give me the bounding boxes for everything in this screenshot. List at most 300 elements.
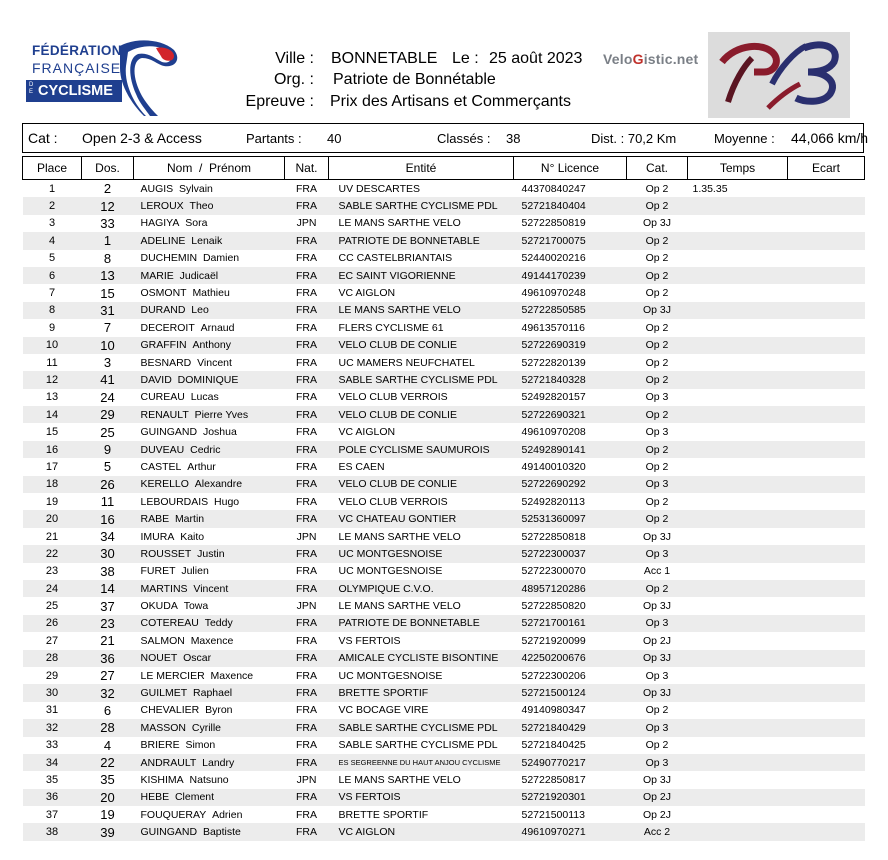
cell-name: [134, 667, 285, 684]
cell-licence: 49140980347: [521, 704, 586, 717]
cell-name: [134, 597, 285, 614]
cell-dos: 4: [103, 737, 112, 753]
cell-name: [134, 684, 285, 701]
cell-place: 18: [23, 476, 82, 493]
cell-name: [134, 197, 285, 214]
cell-entite: UV DESCARTES: [338, 182, 420, 195]
cell-cat: Op 2: [627, 580, 688, 597]
rider-lastname: ANDRAULT: [140, 756, 197, 769]
cell-name: [134, 423, 285, 440]
table-row: [23, 580, 865, 597]
cell-licence: 49610970271: [514, 823, 627, 840]
cell-entite: CC CASTELBRIANTAIS: [338, 252, 453, 265]
info-bar: [22, 123, 869, 153]
cell-licence: 42250200676: [514, 650, 627, 667]
cell-dos: 10: [82, 337, 134, 354]
cell-licence: 49613570116: [521, 321, 585, 334]
cell-entite: VELO CLUB DE CONLIE: [329, 406, 514, 423]
cell-ecart: [788, 580, 865, 597]
rider-lastname: MARIE: [140, 269, 174, 282]
rider-firstname: Martin: [174, 513, 205, 526]
cell-dos: 1: [82, 232, 134, 249]
cell-place: 3: [48, 217, 56, 230]
table-row: [23, 406, 865, 423]
rider-firstname: Hugo: [214, 495, 240, 508]
table-row: [23, 180, 865, 198]
date-label: Le :: [452, 50, 479, 67]
cell-entite: PATRIOTE DE BONNETABLE: [329, 615, 514, 632]
table-row: [23, 702, 865, 719]
table-row: [23, 215, 865, 232]
cell-place: 4: [23, 232, 82, 249]
rider-firstname: Lucas: [190, 391, 219, 404]
cell-cat: Op 2: [645, 287, 669, 300]
cell-ecart: [788, 528, 865, 545]
rider-firstname: Natsuno: [189, 773, 229, 786]
rider-firstname: DOMINIQUE: [177, 373, 239, 386]
col-header-nat: Nat.: [285, 157, 329, 180]
date-value: 25 août 2023: [489, 50, 583, 67]
ffc-band: [26, 80, 122, 102]
cell-entite: LE MANS SARTHE VELO: [338, 530, 461, 543]
rider-firstname: Arnaud: [200, 321, 235, 334]
cell-licence: 52721500113: [521, 808, 585, 821]
cell-entite: VS FERTOIS: [338, 634, 401, 647]
cell-cat: Op 3J: [627, 650, 688, 667]
rider-firstname: Sora: [185, 217, 208, 230]
cell-nat: FRA: [285, 754, 329, 771]
table-row: [23, 615, 865, 632]
cell-nat: JPN: [296, 530, 317, 543]
rider-firstname: Simon: [185, 739, 216, 752]
cell-ecart: [788, 215, 865, 232]
rider-lastname: ADELINE: [140, 234, 186, 247]
table-row: [23, 684, 865, 701]
cell-cat: Op 3: [627, 615, 688, 632]
cell-name: [134, 232, 285, 249]
rider-lastname: HEBE: [140, 791, 170, 804]
cell-temps: [688, 232, 788, 249]
rider-firstname: Alexandre: [194, 478, 243, 491]
cell-licence: 52721700161: [514, 615, 627, 632]
cell-ecart: [788, 823, 865, 840]
ffc-line3: CYCLISME: [38, 83, 113, 99]
cell-licence: 49140010320: [521, 460, 586, 473]
rider-lastname: HAGIYA: [140, 217, 180, 230]
cell-ecart: [788, 354, 865, 371]
cell-dos: 28: [82, 719, 134, 736]
cell-dos: 21: [100, 633, 115, 649]
table-row: [23, 528, 865, 545]
cat-label: Cat :: [28, 130, 58, 146]
ville-value: BONNETABLE: [331, 50, 438, 67]
table-row: [23, 719, 865, 736]
cell-place: 7: [48, 287, 56, 300]
cell-licence: 52721500124: [514, 684, 627, 701]
rider-firstname: Sylvain: [179, 182, 213, 195]
cell-entite: BRETTE SPORTIF: [329, 684, 514, 701]
cell-entite: VC CHATEAU GONTIER: [329, 510, 514, 527]
cell-ecart: [788, 389, 865, 406]
rider-firstname: Pierre Yves: [194, 408, 249, 421]
rider-lastname: DAVID: [140, 373, 172, 386]
rider-lastname: FOUQUERAY: [140, 808, 207, 821]
cell-licence: 52722850818: [521, 530, 586, 543]
cell-cat: Op 2J: [627, 789, 688, 806]
cell-temps: [688, 650, 788, 667]
cell-cat: Op 3: [645, 426, 669, 439]
cell-temps: [688, 632, 788, 649]
cell-place: 21: [45, 530, 59, 543]
cell-nat: FRA: [296, 426, 317, 439]
cell-ecart: [788, 232, 865, 249]
cell-temps: [688, 441, 788, 458]
cell-temps: [688, 354, 788, 371]
cell-name: [134, 441, 285, 458]
cell-ecart: [788, 789, 865, 806]
cell-nat: FRA: [296, 287, 317, 300]
col-header-place: Place: [23, 157, 82, 180]
cat-value: Open 2-3 & Access: [82, 130, 202, 146]
cell-licence: 52490770217: [514, 754, 627, 771]
rider-lastname: LEBOURDAIS: [140, 495, 209, 508]
cell-name: [134, 702, 285, 719]
col-header-entite: Entité: [329, 157, 514, 180]
rider-lastname: CHEVALIER: [140, 704, 200, 717]
cell-licence: 52722690319: [514, 337, 627, 354]
table-row: [23, 441, 865, 458]
cell-licence: 52721920099: [521, 634, 586, 647]
table-row: [23, 493, 865, 510]
cell-temps: [688, 423, 788, 440]
rider-firstname: Byron: [205, 704, 233, 717]
cell-place: 23: [45, 565, 59, 578]
cell-entite: VS FERTOIS: [329, 789, 514, 806]
results-table: [22, 156, 865, 841]
table-row: [23, 267, 865, 284]
table-row: [23, 545, 865, 562]
cell-place: 31: [45, 704, 59, 717]
cell-licence: 52722690292: [514, 476, 627, 493]
cell-dos: 19: [100, 807, 115, 823]
cell-name: [134, 737, 285, 754]
cell-nat: FRA: [296, 356, 317, 369]
rider-firstname: Julien: [181, 565, 209, 578]
rider-lastname: GRAFFIN: [140, 339, 187, 352]
cell-dos: 7: [103, 320, 112, 336]
cell-ecart: [788, 423, 865, 440]
table-row: [23, 650, 865, 667]
cell-name: [134, 180, 285, 198]
cell-temps: [688, 545, 788, 562]
cell-name: [134, 284, 285, 301]
cell-place: 36: [23, 789, 82, 806]
cell-entite: LE MANS SARTHE VELO: [338, 217, 461, 230]
cell-cat: Op 2: [645, 460, 669, 473]
cell-licence: 52722690321: [514, 406, 627, 423]
cell-entite: UC MONTGESNOISE: [338, 565, 443, 578]
cell-entite: UC MAMERS NEUFCHATEL: [338, 356, 475, 369]
ffc-line1: FÉDÉRATION: [32, 43, 122, 58]
cell-dos: 15: [100, 285, 115, 301]
cell-ecart: [788, 650, 865, 667]
cell-cat: Op 2: [627, 267, 688, 284]
cell-licence: 52722300070: [521, 565, 586, 578]
velogistic-brand: VeloGistic.net: [603, 51, 699, 67]
table-row: [23, 197, 865, 214]
cell-place: 37: [45, 808, 59, 821]
cell-place: 26: [23, 615, 82, 632]
cell-ecart: [788, 806, 865, 823]
rider-lastname: GUILMET: [140, 687, 188, 700]
cell-dos: 37: [100, 598, 115, 614]
cell-place: 19: [45, 495, 59, 508]
cell-place: 38: [23, 823, 82, 840]
cell-entite: BRETTE SPORTIF: [338, 808, 429, 821]
cell-dos: 14: [82, 580, 134, 597]
cell-dos: 8: [103, 250, 112, 266]
cell-nat: FRA: [285, 615, 329, 632]
cell-nat: FRA: [285, 580, 329, 597]
table-row: [23, 458, 865, 475]
cell-entite: SABLE SARTHE CYCLISME PDL: [329, 197, 514, 214]
rider-firstname: Joshua: [202, 426, 237, 439]
cell-temps: [688, 371, 788, 388]
cell-cat: Op 2: [627, 441, 688, 458]
cell-dos: 20: [82, 789, 134, 806]
table-row: [23, 789, 865, 806]
rider-lastname: DUVEAU: [140, 443, 185, 456]
ffc-logo: [24, 38, 184, 118]
col-header-nom: Nom / Prénom: [134, 157, 285, 180]
cell-temps: [688, 458, 788, 475]
cell-licence: 52492820113: [521, 495, 585, 508]
cell-nat: FRA: [296, 495, 317, 508]
cell-ecart: [788, 684, 865, 701]
cell-entite: VC AIGLON: [338, 287, 396, 300]
cell-ecart: [788, 597, 865, 614]
cell-dos: 23: [82, 615, 134, 632]
cell-temps: [688, 389, 788, 406]
table-row: [23, 389, 865, 406]
cell-place: 8: [23, 302, 82, 319]
cell-dos: 6: [103, 702, 112, 718]
rider-lastname: MARTINS: [140, 582, 188, 595]
cell-place: 6: [23, 267, 82, 284]
cell-dos: 22: [82, 754, 134, 771]
cell-place: 29: [45, 669, 59, 682]
cell-cat: Op 2: [645, 321, 669, 334]
cell-licence: 52721700075: [514, 232, 627, 249]
table-row: [23, 371, 865, 388]
cell-entite: AMICALE CYCLISTE BISONTINE: [329, 650, 514, 667]
moyenne-label: Moyenne :: [714, 131, 775, 146]
cell-entite: VELO CLUB VERROIS: [338, 391, 448, 404]
rider-lastname: GUINGAND: [140, 826, 198, 839]
table-row: [23, 771, 865, 788]
cell-licence: 52531360097: [514, 510, 627, 527]
cell-nat: FRA: [285, 684, 329, 701]
cell-nat: FRA: [296, 460, 317, 473]
partants-label: Partants :: [246, 131, 302, 146]
cell-dos: 34: [100, 529, 115, 544]
cell-cat: Op 2: [627, 197, 688, 214]
cell-nat: FRA: [296, 808, 317, 821]
cell-ecart: [788, 441, 865, 458]
cell-place: 28: [23, 650, 82, 667]
table-row: [23, 806, 865, 823]
cell-name: [134, 806, 285, 823]
cell-temps: [688, 476, 788, 493]
cell-place: 1: [48, 182, 56, 195]
table-row: [23, 737, 865, 754]
cell-nat: FRA: [285, 371, 329, 388]
cell-name: [134, 337, 285, 354]
cell-cat: Op 3: [627, 476, 688, 493]
cell-cat: Op 2J: [642, 634, 671, 647]
cell-cat: Op 2: [645, 739, 669, 752]
cell-entite: LE MANS SARTHE VELO: [338, 773, 461, 786]
cell-temps: [688, 510, 788, 527]
table-row: [23, 354, 865, 371]
cell-nat: FRA: [285, 476, 329, 493]
cell-cat: Op 2: [627, 371, 688, 388]
cell-entite: LE MANS SARTHE VELO: [329, 302, 514, 319]
rider-lastname: ROUSSET: [140, 547, 192, 560]
cell-temps: [688, 823, 788, 840]
cell-nat: FRA: [296, 391, 317, 404]
cell-dos: 30: [82, 545, 134, 562]
cell-nat: FRA: [296, 182, 317, 195]
cell-place: 14: [23, 406, 82, 423]
cell-cat: Op 3J: [642, 600, 671, 613]
cell-entite: PATRIOTE DE BONNETABLE: [329, 232, 514, 249]
cell-nat: FRA: [285, 510, 329, 527]
cell-temps: [688, 215, 788, 232]
cell-cat: Op 2: [645, 495, 669, 508]
cell-temps: [688, 267, 788, 284]
rider-firstname: Clement: [174, 791, 215, 804]
cell-licence: 49610970208: [521, 426, 586, 439]
cell-nat: FRA: [285, 719, 329, 736]
cell-nat: FRA: [285, 545, 329, 562]
rider-firstname: Anthony: [192, 339, 231, 352]
cell-name: [134, 754, 285, 771]
cell-temps: [688, 302, 788, 319]
cell-name: [134, 215, 285, 232]
cell-nat: FRA: [285, 302, 329, 319]
cell-entite: SABLE SARTHE CYCLISME PDL: [329, 371, 514, 388]
rider-lastname: COTEREAU: [140, 617, 199, 630]
rider-firstname: Theo: [189, 200, 214, 213]
cell-dos: 31: [82, 302, 134, 319]
cell-name: [134, 719, 285, 736]
cell-name: [134, 267, 285, 284]
cell-temps: [688, 580, 788, 597]
moyenne-value: 44,066 km/h: [791, 130, 869, 146]
cell-ecart: [788, 632, 865, 649]
cell-dos: 9: [82, 441, 134, 458]
rider-lastname: LEROUX: [140, 200, 184, 213]
cell-name: [134, 458, 285, 475]
cell-temps: 1.35.35: [692, 182, 728, 195]
cell-ecart: [788, 493, 865, 510]
cell-nat: FRA: [285, 337, 329, 354]
cell-name: [134, 580, 285, 597]
cell-place: 32: [23, 719, 82, 736]
table-row: [23, 232, 865, 249]
table-row: [23, 337, 865, 354]
cell-name: [134, 371, 285, 388]
cell-cat: Op 3J: [627, 302, 688, 319]
cell-nat: JPN: [296, 217, 317, 230]
cell-licence: 52721840425: [521, 739, 586, 752]
table-row: [23, 284, 865, 301]
cell-nat: FRA: [285, 267, 329, 284]
cell-cat: Op 3: [645, 391, 669, 404]
epreuve-value: Prix des Artisans et Commerçants: [330, 93, 571, 110]
cell-dos: 36: [82, 650, 134, 667]
cell-dos: 38: [100, 563, 115, 579]
cell-cat: Op 3J: [642, 217, 671, 230]
rider-firstname: Adrien: [212, 808, 243, 821]
cell-cat: Op 2: [645, 182, 669, 195]
rider-lastname: KISHIMA: [140, 773, 184, 786]
cell-entite: EC SAINT VIGORIENNE: [329, 267, 514, 284]
rider-lastname: RENAULT: [140, 408, 189, 421]
cell-place: 35: [45, 773, 59, 786]
cell-nat: FRA: [296, 565, 317, 578]
cell-entite: SABLE SARTHE CYCLISME PDL: [338, 739, 498, 752]
cell-licence: 52492890141: [514, 441, 627, 458]
rider-lastname: CASTEL: [140, 460, 182, 473]
cell-place: 17: [45, 460, 59, 473]
cell-ecart: [788, 302, 865, 319]
cell-dos: 13: [82, 267, 134, 284]
cell-dos: 26: [82, 476, 134, 493]
cell-name: [134, 510, 285, 527]
rider-lastname: LE MERCIER: [140, 669, 205, 682]
cell-licence: 52721840429: [514, 719, 627, 736]
cell-temps: [688, 406, 788, 423]
cell-name: [134, 789, 285, 806]
cell-dos: 41: [82, 371, 134, 388]
table-row: [23, 510, 865, 527]
cell-temps: [688, 719, 788, 736]
table-row: [23, 667, 865, 684]
cell-name: [134, 493, 285, 510]
cell-ecart: [788, 737, 865, 754]
cell-ecart: [788, 563, 865, 580]
cell-entite: UC MONTGESNOISE: [329, 545, 514, 562]
cell-temps: [688, 337, 788, 354]
table-row: [23, 754, 865, 771]
distance: Dist. : 70,2 Km: [591, 131, 677, 146]
rider-firstname: Damien: [202, 252, 240, 265]
cell-place: 20: [23, 510, 82, 527]
cell-licence: 49144170239: [514, 267, 627, 284]
cell-nat: FRA: [296, 669, 317, 682]
cell-cat: Op 2: [645, 252, 669, 265]
rider-firstname: Lenaik: [191, 234, 223, 247]
rider-lastname: RABE: [140, 513, 170, 526]
table-row: [23, 597, 865, 614]
cell-licence: 52440020216: [521, 252, 586, 265]
rider-firstname: Vincent: [193, 582, 229, 595]
cell-name: [134, 615, 285, 632]
rider-firstname: Maxence: [210, 669, 254, 682]
cell-temps: [688, 789, 788, 806]
